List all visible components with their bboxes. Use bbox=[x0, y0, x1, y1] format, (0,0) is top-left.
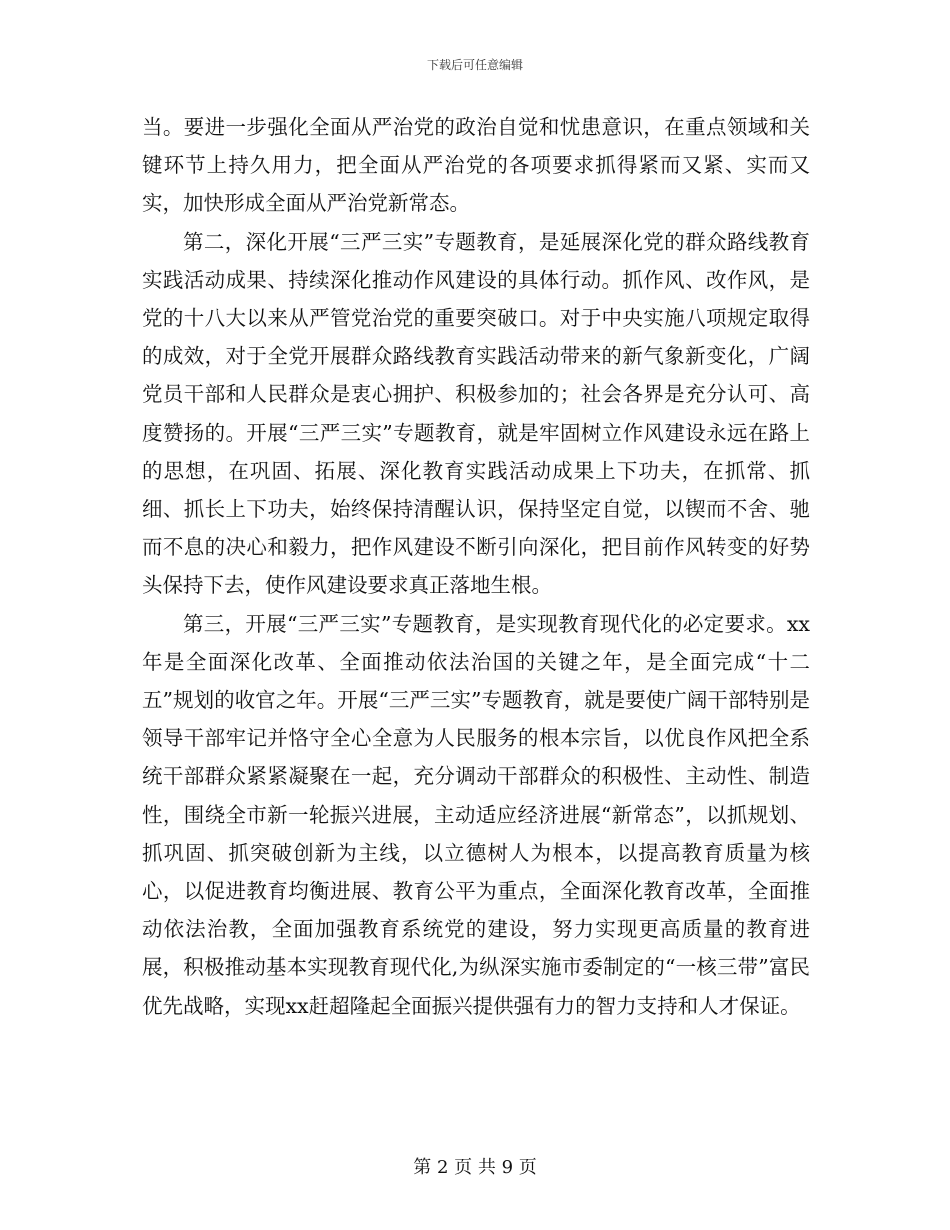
document-body bbox=[142, 108, 810, 1025]
page-number: 第 2 页 共 9 页 bbox=[413, 1157, 537, 1178]
paragraph-second: 第二，深化开展“三严三实”专题教育，是延展深化党的群众路线教育实践活动成果、持续深化推动作风建设的具体行动。抓作风、改作风，是党的十八大以来从严管党治党的重要突破口。对于中央实施八项规定取得的成效，对于全党开展群众路线教育实践活动带来的新气象新变化，广阔党员干部和人民群众是衷心拥护、积极参加的；社会各界是充分认可、高度赞扬的。开展“三严三实”专题教育，就是牢固树立作风建设永远在路上的思想，在巩固、拓展、深化教育实践活动成果上下功夫，在抓常、抓细、抓长上下功夫，始终保持清醒认识，保持坚定自觉，以锲而不舍、驰而不息的决心和毅力，把作风建设不断引向深化，把目前作风转变的好势头保持下去，使作风建设要求真正落地生根。 bbox=[142, 229, 810, 598]
page-header-note: 下载后可任意编辑 bbox=[426, 58, 523, 72]
paragraph-continuation: 当。要进一步强化全面从严治党的政治自觉和忧患意识，在重点领域和关键环节上持久用力，把全面从严治党的各项要求抓得紧而又紧、实而又实，加快形成全面从严治党新常态。 bbox=[142, 115, 810, 216]
paragraph-third: 第三，开展“三严三实”专题教育，是实现教育现代化的必定要求。xx年是全面深化改革、全面推动依法治国的关键之年，是全面完成“十二五”规划的收官之年。开展“三严三实”专题教育，就是要使广阔干部特别是领导干部牢记并恪守全心全意为人民服务的根本宗旨，以优良作风把全系统干部群众紧紧凝聚在一起，充分调动干部群众的积极性、主动性、制造性，围绕全市新一轮振兴进展，主动适应经济进展“新常态”，以抓规划、抓巩固、抓突破创新为主线，以立德树人为根本，以提高教育质量为核心，以促进教育均衡进展、教育公平为重点，全面深化教育改革，全面推动依法治教，全面加强教育系统党的建设，努力实现更高质量的教育进展，积极推动基本实现教育现代化,为纵深实施市委制定的“一核三带”富民优先战略，实现xx赶超隆起全面振兴提供强有力的智力支持和人才保证。 bbox=[142, 611, 810, 1018]
